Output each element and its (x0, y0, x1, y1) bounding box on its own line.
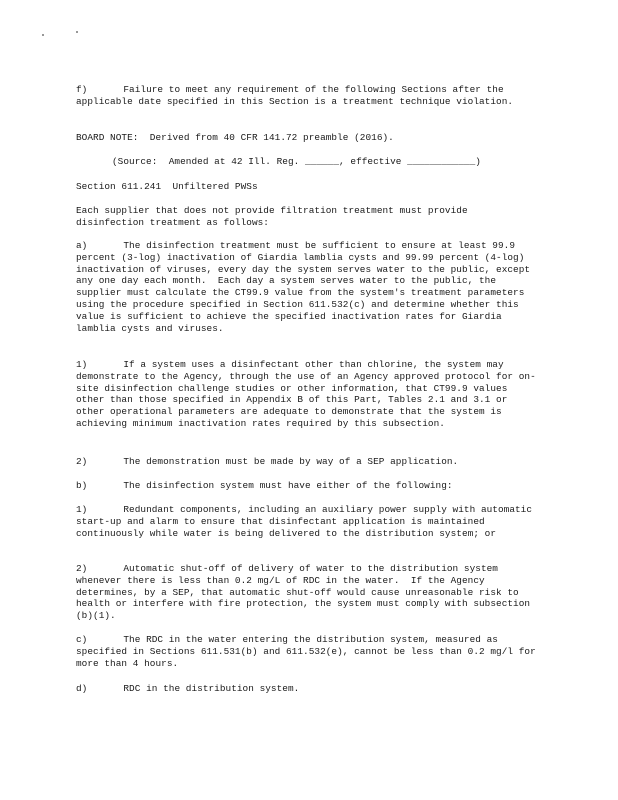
paragraph-c (76, 634, 542, 669)
paragraph-text: The demonstration must be made by way of a SEP application. (123, 456, 459, 467)
paragraph-text: The disinfection treatment must be sufficient to ensure at least 99.9 percent (3-log) inactivation of Giardia lamblia cysts and 99.99 percent (4-log) inactivation of viruses, every day the system serves water to the public, except any one day each month. Each day a system serves water to the public, the supplier must calculate the CT99.9 value from the system's treatment parameters using the procedure specified in Section 611.532(c) and determine whether this value is sufficient to achieve the specified inactivation rates for Giardia lamblia cysts and viruses. (76, 240, 536, 334)
paragraph-label: c) (76, 634, 88, 645)
intro-paragraph: Each supplier that does not provide filtration treatment must provide disinfection treatment as follows: (76, 205, 474, 228)
scan-speck (76, 31, 78, 33)
paragraph-label: 2) (76, 563, 88, 574)
paragraph-label: a) (76, 240, 88, 251)
paragraph-d (76, 683, 538, 695)
paragraph-label: b) (76, 480, 88, 491)
scan-speck (42, 34, 44, 36)
paragraph-a2 (76, 456, 538, 468)
paragraph-a1 (76, 359, 538, 430)
paragraph-text: Automatic shut-off of delivery of water to the distribution system whenever there is less than 0.2 mg/L of RDC in the water. If the Agency determines, by a SEP, that automatic shut-off would cause unreasonable risk to health or interfere with fire protection, the system must comply with subsection (b)(1). (76, 563, 536, 622)
paragraph-text: Redundant components, including an auxiliary power supply with automatic start-up and alarm to ensure that disinfectant application is maintained continuously while water is being delivered to the distribution system; or (76, 504, 538, 539)
paragraph-label: 1) (76, 504, 88, 515)
paragraph-label: 1) (76, 359, 88, 370)
paragraph-text: The RDC in the water entering the distribution system, measured as specified in Sections 611.531(b) and 611.532(e), cannot be less than 0.2 mg/l for more than 4 hours. (76, 634, 542, 669)
paragraph-label: 2) (76, 456, 88, 467)
paragraph-text: The disinfection system must have either of the following: (123, 480, 453, 491)
source-note: (Source: Amended at 42 Ill. Reg. ______, effective ____________) (112, 156, 481, 167)
paragraph-f (76, 84, 538, 108)
paragraph-text: Failure to meet any requirement of the following Sections after the applicable date specified in this Section is a treatment technique violation. (76, 84, 514, 107)
paragraph-text: If a system uses a disinfectant other than chlorine, the system may demonstrate to the Agency, through the use of an Agency approved protocol for on-site disinfection challenge studies or other information, that CT99.9 values other than those specified in Appendix B of this Part, Tables 2.1 and 3.1 or other operational parameters are adequate to demonstrate that the system is achieving minimum inactivation rates required by this subsection. (76, 359, 536, 429)
paragraph-label: f) (76, 84, 88, 95)
section-heading: Section 611.241 Unfiltered PWSs (76, 181, 258, 192)
paragraph-b2 (76, 563, 538, 622)
paragraph-b (76, 480, 538, 492)
paragraph-text: RDC in the distribution system. (123, 683, 300, 694)
paragraph-b1 (76, 504, 538, 539)
paragraph-a (76, 240, 538, 334)
paragraph-label: d) (76, 683, 88, 694)
board-note: BOARD NOTE: Derived from 40 CFR 141.72 preamble (2016). (76, 132, 394, 143)
